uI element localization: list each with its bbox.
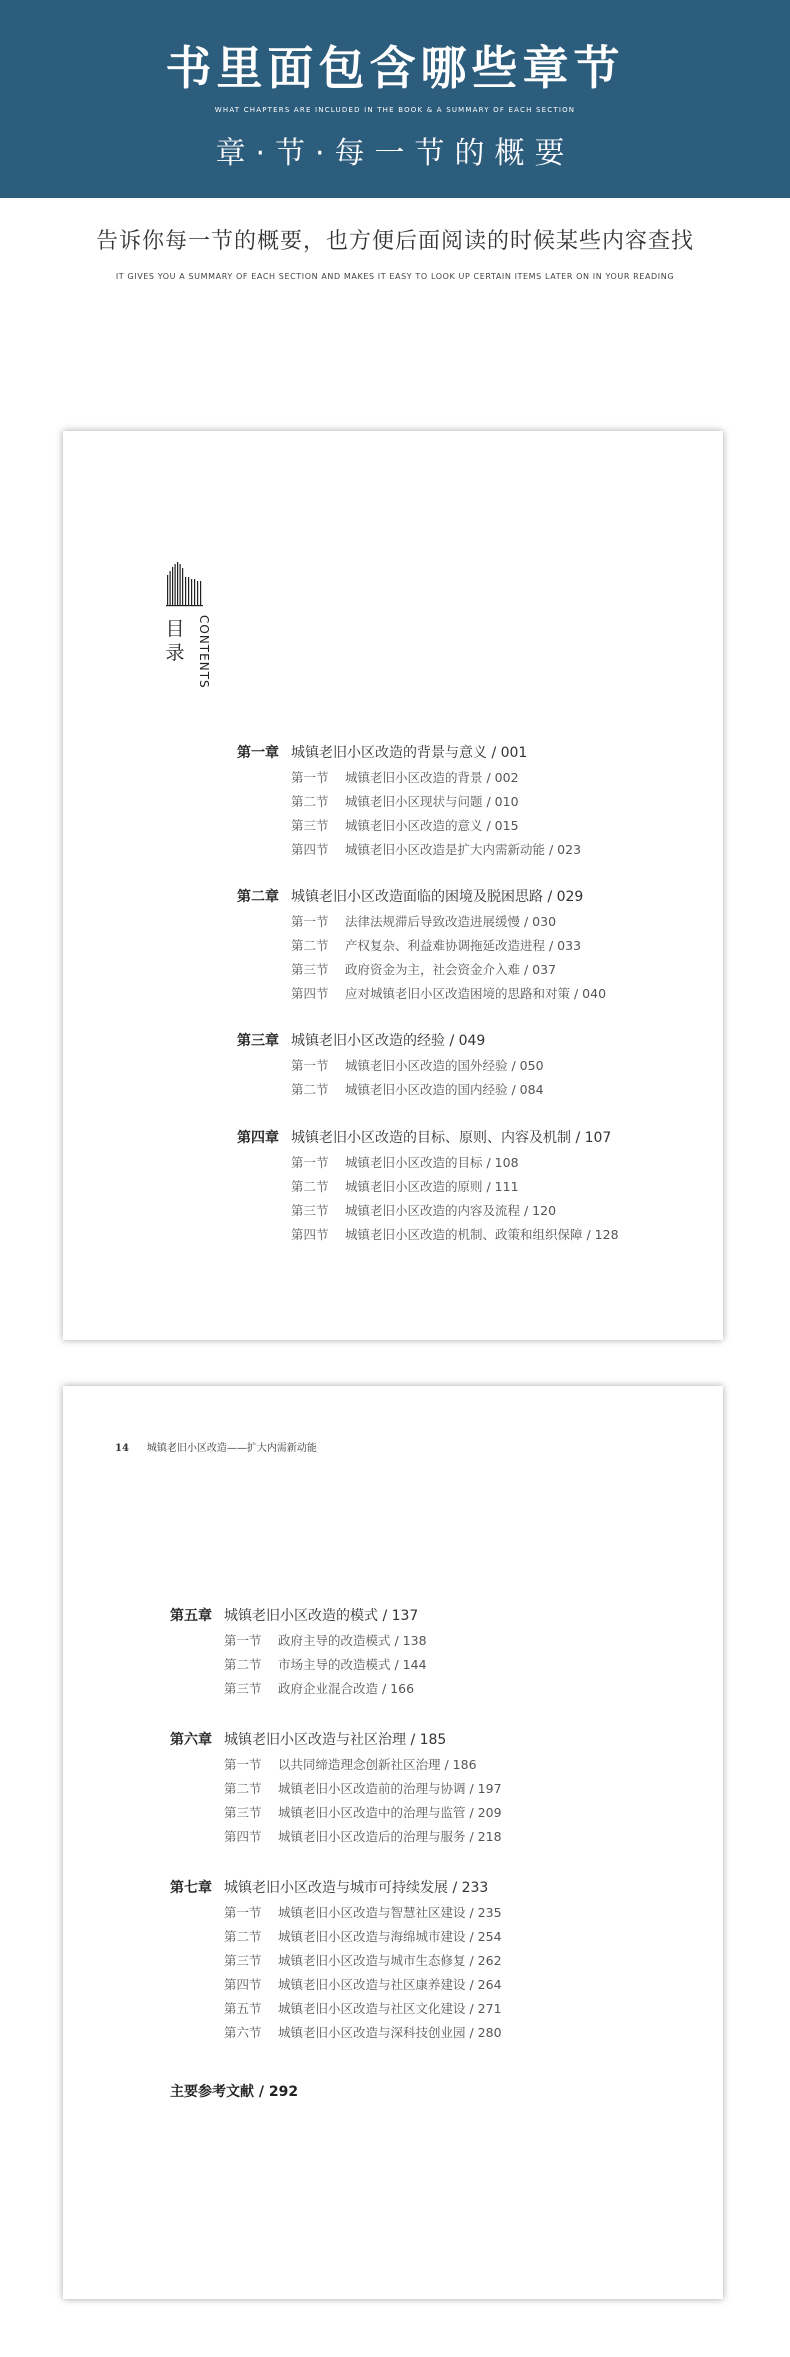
section-number: 第一节 bbox=[291, 914, 329, 929]
section-line bbox=[170, 1925, 650, 1949]
intro-text-en: IT GIVES YOU A SUMMARY OF EACH SECTION AND MAKES IT EASY TO LOOK UP CERTAIN ITEMS LATER ON IN YOUR READING bbox=[115, 272, 675, 281]
section-line bbox=[170, 1653, 650, 1677]
section-number: 第二节 bbox=[291, 1179, 329, 1194]
section-line bbox=[237, 1054, 717, 1078]
running-title: 城镇老旧小区改造——扩大内需新动能 bbox=[146, 1443, 317, 1454]
section-line bbox=[170, 1629, 650, 1653]
section-line bbox=[170, 1777, 650, 1801]
section-title: 城镇老旧小区改造的国外经验 / 050 bbox=[345, 1058, 544, 1073]
toc-chapter bbox=[170, 1876, 650, 2045]
section-line bbox=[237, 1199, 717, 1223]
contents-heading bbox=[165, 559, 211, 709]
banner-subtitle: 章·节·每一节的概要 bbox=[215, 136, 575, 171]
chapter-title: 城镇老旧小区改造的背景与意义 / 001 bbox=[291, 745, 528, 761]
section-title: 城镇老旧小区改造的内容及流程 / 120 bbox=[345, 1203, 557, 1218]
section-title: 城镇老旧小区改造前的治理与协调 / 197 bbox=[278, 1781, 502, 1796]
chapter-title: 城镇老旧小区改造的模式 / 137 bbox=[224, 1608, 419, 1624]
section-title: 城镇老旧小区改造的背景 / 002 bbox=[345, 770, 519, 785]
chapter-number: 第四章 bbox=[237, 1130, 279, 1146]
section-line bbox=[237, 766, 717, 790]
toc-chapter bbox=[237, 1029, 717, 1102]
intro-text: 告诉你每一节的概要，也方便后面阅读的时候某些内容查找 bbox=[95, 229, 694, 254]
chapter-number: 第三章 bbox=[237, 1033, 279, 1049]
section-title: 城镇老旧小区改造的国内经验 / 084 bbox=[345, 1082, 544, 1097]
section-number: 第二节 bbox=[291, 938, 329, 953]
section-title: 产权复杂、利益难协调拖延改造进程 / 033 bbox=[345, 938, 582, 953]
chapter-number: 第六章 bbox=[170, 1732, 212, 1748]
references-entry: 主要参考文献 / 292 bbox=[170, 2084, 299, 2100]
section-line bbox=[237, 790, 717, 814]
section-title: 以共同缔造理念创新社区治理 / 186 bbox=[278, 1757, 477, 1772]
section-title: 城镇老旧小区改造与智慧社区建设 / 235 bbox=[278, 1905, 502, 1920]
section-line bbox=[170, 2021, 650, 2045]
contents-title-en: CONTENTS bbox=[197, 615, 211, 689]
chapter-number: 第七章 bbox=[170, 1880, 212, 1896]
section-title: 城镇老旧小区改造的目标 / 108 bbox=[345, 1155, 519, 1170]
section-number: 第三节 bbox=[291, 1203, 329, 1218]
toc-chapter bbox=[237, 1126, 717, 1247]
chapter-line bbox=[237, 741, 717, 766]
toc-page-1 bbox=[63, 431, 723, 1340]
section-title: 政府主导的改造模式 / 138 bbox=[278, 1633, 427, 1648]
section-line bbox=[237, 814, 717, 838]
chapter-title: 城镇老旧小区改造的目标、原则、内容及机制 / 107 bbox=[291, 1130, 612, 1146]
section-number: 第三节 bbox=[224, 1953, 262, 1968]
chapter-line bbox=[170, 1728, 650, 1753]
section-line bbox=[237, 1175, 717, 1199]
banner-title: 书里面包含哪些章节 bbox=[165, 41, 625, 95]
section-number: 第三节 bbox=[291, 818, 329, 833]
section-title: 城镇老旧小区现状与问题 / 010 bbox=[345, 794, 519, 809]
section-number: 第六节 bbox=[224, 2025, 262, 2040]
section-line bbox=[170, 1949, 650, 1973]
section-number: 第一节 bbox=[291, 1058, 329, 1073]
building-icon bbox=[165, 559, 205, 607]
section-line bbox=[170, 1825, 650, 1849]
chapter-line bbox=[237, 1029, 717, 1054]
toc-chapter bbox=[237, 885, 717, 1006]
section-title: 城镇老旧小区改造后的治理与服务 / 218 bbox=[278, 1829, 502, 1844]
section-number: 第二节 bbox=[224, 1781, 262, 1796]
section-title: 城镇老旧小区改造是扩大内需新动能 / 023 bbox=[345, 842, 582, 857]
section-title: 城镇老旧小区改造与海绵城市建设 / 254 bbox=[278, 1929, 502, 1944]
header-banner bbox=[0, 0, 790, 198]
section-title: 法律法规滞后导致改造进展缓慢 / 030 bbox=[345, 914, 557, 929]
section-line bbox=[237, 838, 717, 862]
toc-chapter bbox=[170, 1728, 650, 1849]
section-title: 城镇老旧小区改造的机制、政策和组织保障 / 128 bbox=[345, 1227, 619, 1242]
section-line bbox=[237, 934, 717, 958]
section-line bbox=[237, 958, 717, 982]
chapter-number: 第五章 bbox=[170, 1608, 212, 1624]
section-line bbox=[170, 1677, 650, 1701]
contents-title-cn: 目录 bbox=[165, 618, 185, 664]
section-title: 城镇老旧小区改造与城市生态修复 / 262 bbox=[278, 1953, 502, 1968]
section-line bbox=[237, 1078, 717, 1102]
chapter-number: 第一章 bbox=[237, 745, 279, 761]
chapter-title: 城镇老旧小区改造与社区治理 / 185 bbox=[224, 1732, 447, 1748]
chapter-line bbox=[170, 1876, 650, 1901]
toc-page-2 bbox=[63, 1386, 723, 2299]
section-line bbox=[237, 1151, 717, 1175]
section-title: 城镇老旧小区改造与社区文化建设 / 271 bbox=[278, 2001, 502, 2016]
section-line bbox=[237, 982, 717, 1006]
chapter-title: 城镇老旧小区改造与城市可持续发展 / 233 bbox=[224, 1880, 489, 1896]
chapter-line bbox=[237, 885, 717, 910]
toc-chapter bbox=[237, 741, 717, 862]
section-title: 市场主导的改造模式 / 144 bbox=[278, 1657, 427, 1672]
chapter-line bbox=[237, 1126, 717, 1151]
page-number: 14 bbox=[115, 1443, 129, 1454]
section-line bbox=[170, 1753, 650, 1777]
section-number: 第二节 bbox=[291, 1082, 329, 1097]
section-number: 第三节 bbox=[224, 1805, 262, 1820]
section-title: 城镇老旧小区改造的原则 / 111 bbox=[345, 1179, 519, 1194]
section-number: 第一节 bbox=[224, 1633, 262, 1648]
section-line bbox=[170, 1973, 650, 1997]
chapter-line bbox=[170, 1604, 650, 1629]
section-line bbox=[237, 1223, 717, 1247]
section-number: 第四节 bbox=[291, 986, 329, 1001]
section-number: 第三节 bbox=[291, 962, 329, 977]
section-title: 城镇老旧小区改造与深科技创业园 / 280 bbox=[278, 2025, 502, 2040]
chapter-number: 第二章 bbox=[237, 889, 279, 905]
section-number: 第四节 bbox=[291, 842, 329, 857]
section-number: 第二节 bbox=[291, 794, 329, 809]
running-header bbox=[115, 1439, 317, 1454]
section-number: 第五节 bbox=[224, 2001, 262, 2016]
section-line bbox=[170, 1997, 650, 2021]
chapter-title: 城镇老旧小区改造面临的困境及脱困思路 / 029 bbox=[291, 889, 584, 905]
section-number: 第二节 bbox=[224, 1929, 262, 1944]
section-number: 第四节 bbox=[291, 1227, 329, 1242]
section-number: 第一节 bbox=[224, 1905, 262, 1920]
section-number: 第四节 bbox=[224, 1977, 262, 1992]
section-title: 城镇老旧小区改造的意义 / 015 bbox=[345, 818, 519, 833]
section-number: 第四节 bbox=[224, 1829, 262, 1844]
section-number: 第三节 bbox=[224, 1681, 262, 1696]
section-title: 政府资金为主，社会资金介入难 / 037 bbox=[345, 962, 557, 977]
section-title: 应对城镇老旧小区改造困境的思路和对策 / 040 bbox=[345, 986, 607, 1001]
section-number: 第一节 bbox=[224, 1757, 262, 1772]
section-title: 城镇老旧小区改造中的治理与监管 / 209 bbox=[278, 1805, 502, 1820]
chapter-title: 城镇老旧小区改造的经验 / 049 bbox=[291, 1033, 486, 1049]
section-line bbox=[170, 1901, 650, 1925]
section-number: 第一节 bbox=[291, 770, 329, 785]
section-line bbox=[170, 1801, 650, 1825]
section-title: 政府企业混合改造 / 166 bbox=[278, 1681, 415, 1696]
section-title: 城镇老旧小区改造与社区康养建设 / 264 bbox=[278, 1977, 502, 1992]
section-number: 第二节 bbox=[224, 1657, 262, 1672]
toc-chapter bbox=[170, 1604, 650, 1701]
section-line bbox=[237, 910, 717, 934]
section-number: 第一节 bbox=[291, 1155, 329, 1170]
banner-subtitle-en: WHAT CHAPTERS ARE INCLUDED IN THE BOOK & A SUMMARY OF EACH SECTION bbox=[214, 106, 576, 114]
